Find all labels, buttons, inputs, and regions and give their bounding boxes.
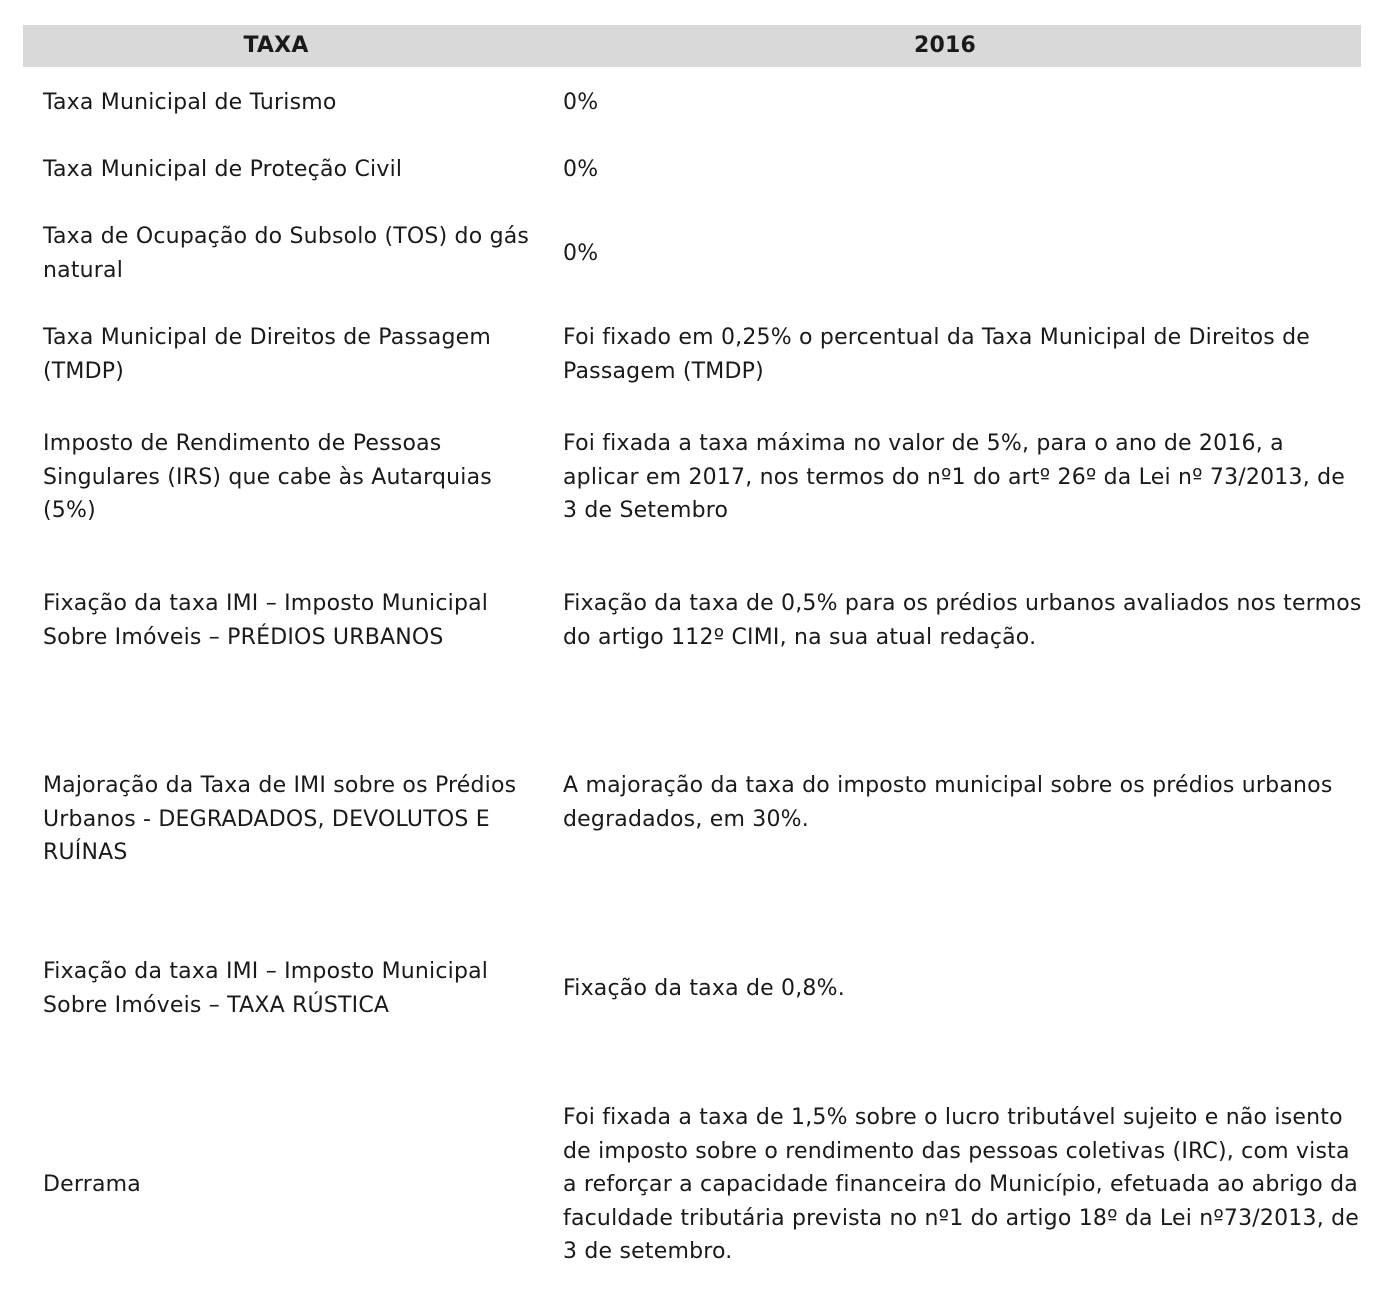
taxa-value: Foi fixado em 0,25% o percentual da Taxa Municipal de Direitos de Passagem (TMDP)	[563, 325, 1311, 384]
taxa-label: Taxa Municipal de Proteção Civil	[43, 157, 403, 183]
row-value	[563, 955, 1363, 1022]
taxa-label: Majoração da Taxa de IMI sobre os Prédios Urbanos - DEGRADADOS, DEVOLUTOS E RUÍNAS	[43, 773, 517, 865]
taxa-label: Imposto de Rendimento de Pessoas Singulares (IRS) que cabe às Autarquias (5%)	[43, 431, 492, 524]
row-value	[563, 427, 1363, 528]
row-name	[43, 1101, 533, 1269]
taxa-value: Fixação da taxa de 0,5% para os prédios urbanos avaliados nos termos do artigo 112º CIMI, na sua atual redação.	[563, 591, 1362, 650]
taxa-value: Foi fixada a taxa máxima no valor de 5%, para o ano de 2016, a aplicar em 2017, nos termos do nº1 do artº 26º da Lei nº 73/2013, de 3 de Setembro	[563, 431, 1345, 524]
header-year: 2016	[913, 33, 977, 58]
row-name	[43, 220, 533, 287]
header-taxa: TAXA	[243, 33, 309, 58]
taxa-value: 0%	[563, 157, 599, 183]
row-name	[43, 321, 533, 388]
row-name	[43, 955, 533, 1022]
row-name	[43, 86, 533, 120]
taxa-label: Taxa Municipal de Direitos de Passagem (TMDP)	[43, 325, 491, 384]
row-name	[43, 587, 533, 654]
taxa-label: Taxa Municipal de Turismo	[43, 90, 337, 116]
row-value	[563, 153, 1363, 187]
taxa-label: Fixação da taxa IMI – Imposto Municipal Sobre Imóveis – PRÉDIOS URBANOS	[43, 591, 489, 650]
taxa-value: A majoração da taxa do imposto municipal sobre os prédios urbanos degradados, em 30%.	[563, 773, 1333, 832]
row-value	[563, 86, 1363, 120]
taxa-value: Foi fixada a taxa de 1,5% sobre o lucro tributável sujeito e não isento de imposto sobre o rendimento das pessoas coletivas (IRC), com vista a reforçar a capacidade financeira do Município, efetuada ao abrigo da faculdade tributária prevista no nº1 do artigo 18º da Lei nº73/2013, de 3 de setembro.	[563, 1105, 1359, 1265]
row-value	[563, 587, 1363, 654]
table-header	[23, 25, 1361, 67]
taxa-label: Fixação da taxa IMI – Imposto Municipal Sobre Imóveis – TAXA RÚSTICA	[43, 959, 489, 1018]
taxa-label: Taxa de Ocupação do Subsolo (TOS) do gás natural	[43, 224, 530, 283]
row-name	[43, 427, 533, 528]
taxa-value: Fixação da taxa de 0,8%.	[563, 975, 845, 1001]
row-value	[563, 769, 1363, 836]
taxa-value: 0%	[563, 240, 599, 266]
row-value	[563, 321, 1363, 388]
row-value	[563, 220, 1363, 287]
row-value	[563, 1101, 1363, 1269]
row-name	[43, 769, 533, 870]
taxa-value: 0%	[563, 90, 599, 116]
row-name	[43, 153, 533, 187]
taxa-label: Derrama	[43, 1172, 141, 1198]
